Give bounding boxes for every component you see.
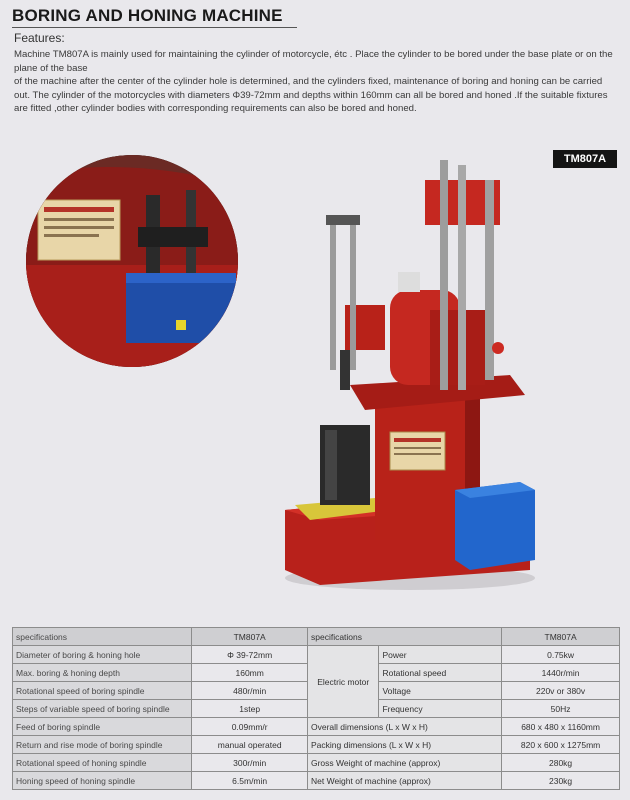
model-tag: TM807A xyxy=(553,150,617,168)
motor-spec-label: Voltage xyxy=(379,682,502,700)
spec-label: Feed of boring spindle xyxy=(13,718,192,736)
spec-label: Honing speed of honing spindle xyxy=(13,772,192,790)
motor-spec-value: 50Hz xyxy=(502,700,620,718)
features-text xyxy=(14,48,620,116)
spec-value: 680 x 480 x 1160mm xyxy=(502,718,620,736)
features-paragraph-1: Machine TM807A is mainly used for maintaining the cylinder of motorcycle, étc . Place the cylinder to be bored under the base plate or on the plane of the base xyxy=(14,49,613,74)
spec-label: Return and rise mode of boring spindle xyxy=(13,736,192,754)
spec-value: Φ 39-72mm xyxy=(192,646,308,664)
motor-spec-value: 220v or 380v xyxy=(502,682,620,700)
spec-value: 820 x 600 x 1275mm xyxy=(502,736,620,754)
spec-label: Steps of variable speed of boring spindle xyxy=(13,700,192,718)
closeup-photo xyxy=(26,155,238,367)
spec-label: Rotational speed of honing spindle xyxy=(13,754,192,772)
spec-label: Rotational speed of boring spindle xyxy=(13,682,192,700)
right-header-label: specifications xyxy=(307,628,501,646)
spec-value: 160mm xyxy=(192,664,308,682)
specifications-table xyxy=(12,627,620,790)
spec-value: 480r/min xyxy=(192,682,308,700)
title-underline xyxy=(12,27,297,28)
features-heading: Features: xyxy=(14,31,65,45)
table-row xyxy=(13,754,620,772)
right-header-model: TM807A xyxy=(502,628,620,646)
spec-value: manual operated xyxy=(192,736,308,754)
table-row xyxy=(13,736,620,754)
table-row xyxy=(13,772,620,790)
spec-label: Net Weight of machine (approx) xyxy=(307,772,501,790)
features-paragraph-2: of the machine after the center of the cylinder hole is determined, and the cylinders fixed, maintenance of boring and honing can be carried out. The cylinder of the motorcycles with diameters Φ39-72mm and depths within 160mm can all be bored and honed .If the suitable fixtures are fitted ,other cylinder bodies with corresponding requirements can also be bored and honed. xyxy=(14,76,608,114)
spec-label: Max. boring & honing depth xyxy=(13,664,192,682)
table-header-row xyxy=(13,628,620,646)
table-row xyxy=(13,718,620,736)
motor-spec-value: 1440r/min xyxy=(502,664,620,682)
spec-value: 300r/min xyxy=(192,754,308,772)
motor-spec-label: Rotational speed xyxy=(379,664,502,682)
motor-spec-label: Power xyxy=(379,646,502,664)
spec-label: Packing dimensions (L x W x H) xyxy=(307,736,501,754)
machine-illustration xyxy=(280,160,540,600)
left-header-label: specifications xyxy=(13,628,192,646)
spec-label: Overall dimensions (L x W x H) xyxy=(307,718,501,736)
closeup-illustration xyxy=(26,155,238,367)
left-header-model: TM807A xyxy=(192,628,308,646)
table-row xyxy=(13,646,620,664)
electric-motor-label: Electric motor xyxy=(307,646,378,718)
spec-value: 6.5m/min xyxy=(192,772,308,790)
spec-value: 1step xyxy=(192,700,308,718)
spec-label: Gross Weight of machine (approx) xyxy=(307,754,501,772)
spec-value: 230kg xyxy=(502,772,620,790)
spec-label: Diameter of boring & honing hole xyxy=(13,646,192,664)
spec-value: 0.09mm/r xyxy=(192,718,308,736)
spec-value: 280kg xyxy=(502,754,620,772)
page-title: BORING AND HONING MACHINE xyxy=(12,6,283,25)
motor-spec-label: Frequency xyxy=(379,700,502,718)
motor-spec-value: 0.75kw xyxy=(502,646,620,664)
